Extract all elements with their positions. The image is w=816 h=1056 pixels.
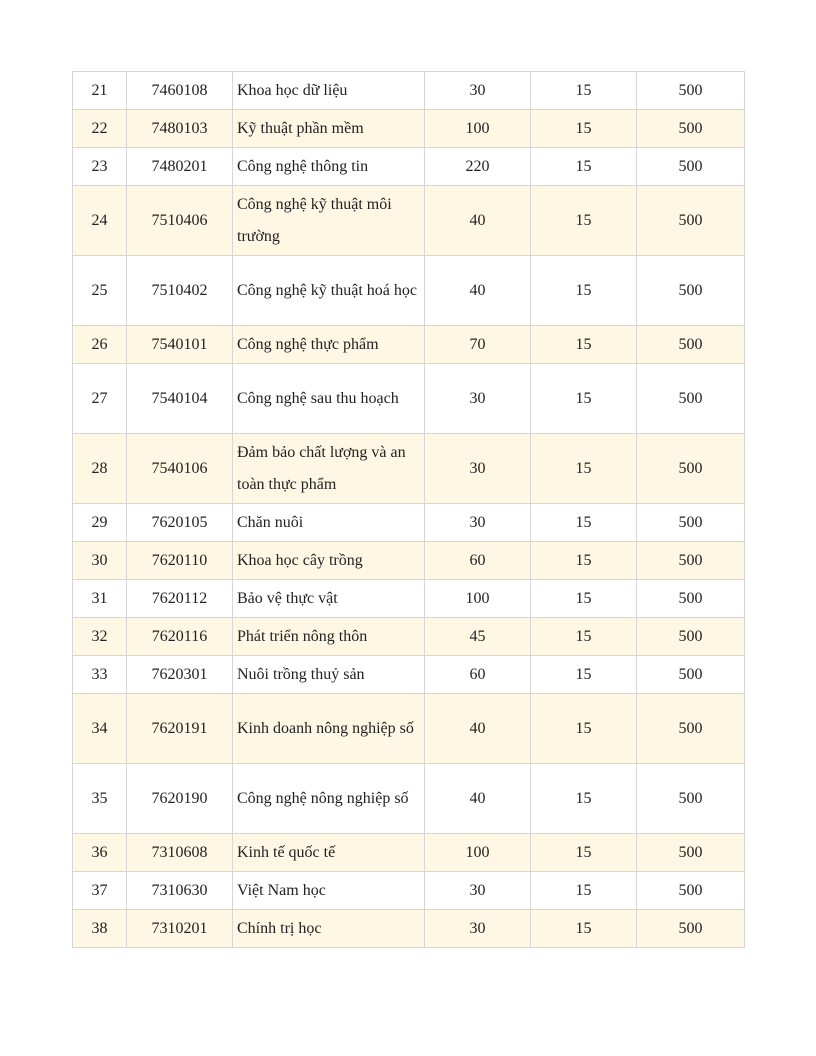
- quota-cell: 30: [425, 872, 531, 910]
- table-row: [73, 504, 745, 542]
- min-score-cell: 15: [531, 110, 637, 148]
- quota-cell: 220: [425, 148, 531, 186]
- min-score-cell: 15: [531, 504, 637, 542]
- major-name-cell: Công nghệ sau thu hoạch: [233, 364, 425, 434]
- table-row: [73, 656, 745, 694]
- major-code-cell: 7480103: [127, 110, 233, 148]
- major-name-cell: Khoa học dữ liệu: [233, 72, 425, 110]
- fee-cell: 500: [637, 834, 745, 872]
- major-code-cell: 7510402: [127, 256, 233, 326]
- min-score-cell: 15: [531, 618, 637, 656]
- table-row: [73, 580, 745, 618]
- major-name-cell: Nuôi trồng thuỷ sản: [233, 656, 425, 694]
- major-code-cell: 7620112: [127, 580, 233, 618]
- fee-cell: 500: [637, 694, 745, 764]
- quota-cell: 40: [425, 186, 531, 256]
- major-code-cell: 7540101: [127, 326, 233, 364]
- min-score-cell: 15: [531, 764, 637, 834]
- majors-table: [72, 71, 745, 948]
- table-row: [73, 910, 745, 948]
- major-name-cell: Đảm bảo chất lượng và an toàn thực phẩm: [233, 434, 425, 504]
- major-name-cell: Chăn nuôi: [233, 504, 425, 542]
- quota-cell: 60: [425, 656, 531, 694]
- fee-cell: 500: [637, 326, 745, 364]
- major-code-cell: 7480201: [127, 148, 233, 186]
- major-code-cell: 7460108: [127, 72, 233, 110]
- major-name-cell: Công nghệ nông nghiệp số: [233, 764, 425, 834]
- min-score-cell: 15: [531, 580, 637, 618]
- row-number-cell: 35: [73, 764, 127, 834]
- major-name-cell: Bảo vệ thực vật: [233, 580, 425, 618]
- min-score-cell: 15: [531, 326, 637, 364]
- major-code-cell: 7620110: [127, 542, 233, 580]
- row-number-cell: 37: [73, 872, 127, 910]
- major-name-cell: Kinh doanh nông nghiệp số: [233, 694, 425, 764]
- major-name-cell: Việt Nam học: [233, 872, 425, 910]
- fee-cell: 500: [637, 256, 745, 326]
- row-number-cell: 22: [73, 110, 127, 148]
- quota-cell: 70: [425, 326, 531, 364]
- major-code-cell: 7620301: [127, 656, 233, 694]
- table-row: [73, 618, 745, 656]
- major-code-cell: 7620190: [127, 764, 233, 834]
- fee-cell: 500: [637, 764, 745, 834]
- table-row: [73, 110, 745, 148]
- fee-cell: 500: [637, 580, 745, 618]
- row-number-cell: 34: [73, 694, 127, 764]
- row-number-cell: 21: [73, 72, 127, 110]
- min-score-cell: 15: [531, 656, 637, 694]
- table-row: [73, 72, 745, 110]
- major-code-cell: 7310630: [127, 872, 233, 910]
- major-name-cell: Kinh tế quốc tế: [233, 834, 425, 872]
- table-row: [73, 256, 745, 326]
- min-score-cell: 15: [531, 186, 637, 256]
- row-number-cell: 28: [73, 434, 127, 504]
- row-number-cell: 31: [73, 580, 127, 618]
- quota-cell: 45: [425, 618, 531, 656]
- row-number-cell: 24: [73, 186, 127, 256]
- fee-cell: 500: [637, 656, 745, 694]
- table-row: [73, 326, 745, 364]
- table-row: [73, 872, 745, 910]
- fee-cell: 500: [637, 872, 745, 910]
- quota-cell: 60: [425, 542, 531, 580]
- major-code-cell: 7540106: [127, 434, 233, 504]
- table-row: [73, 434, 745, 504]
- min-score-cell: 15: [531, 434, 637, 504]
- fee-cell: 500: [637, 186, 745, 256]
- quota-cell: 100: [425, 110, 531, 148]
- row-number-cell: 36: [73, 834, 127, 872]
- major-name-cell: Công nghệ thông tin: [233, 148, 425, 186]
- fee-cell: 500: [637, 618, 745, 656]
- quota-cell: 100: [425, 834, 531, 872]
- row-number-cell: 32: [73, 618, 127, 656]
- table-row: [73, 764, 745, 834]
- fee-cell: 500: [637, 434, 745, 504]
- major-name-cell: Kỹ thuật phần mềm: [233, 110, 425, 148]
- quota-cell: 30: [425, 434, 531, 504]
- major-code-cell: 7620191: [127, 694, 233, 764]
- row-number-cell: 33: [73, 656, 127, 694]
- fee-cell: 500: [637, 364, 745, 434]
- table-row: [73, 694, 745, 764]
- major-name-cell: Khoa học cây trồng: [233, 542, 425, 580]
- fee-cell: 500: [637, 72, 745, 110]
- row-number-cell: 29: [73, 504, 127, 542]
- quota-cell: 40: [425, 694, 531, 764]
- quota-cell: 40: [425, 764, 531, 834]
- min-score-cell: 15: [531, 148, 637, 186]
- row-number-cell: 26: [73, 326, 127, 364]
- major-code-cell: 7510406: [127, 186, 233, 256]
- major-name-cell: Công nghệ kỹ thuật môi trường: [233, 186, 425, 256]
- table-row: [73, 364, 745, 434]
- major-code-cell: 7620105: [127, 504, 233, 542]
- fee-cell: 500: [637, 542, 745, 580]
- row-number-cell: 30: [73, 542, 127, 580]
- major-code-cell: 7310201: [127, 910, 233, 948]
- major-code-cell: 7620116: [127, 618, 233, 656]
- min-score-cell: 15: [531, 364, 637, 434]
- fee-cell: 500: [637, 110, 745, 148]
- fee-cell: 500: [637, 504, 745, 542]
- quota-cell: 100: [425, 580, 531, 618]
- min-score-cell: 15: [531, 72, 637, 110]
- major-name-cell: Công nghệ kỹ thuật hoá học: [233, 256, 425, 326]
- major-name-cell: Chính trị học: [233, 910, 425, 948]
- quota-cell: 30: [425, 364, 531, 434]
- table-row: [73, 186, 745, 256]
- major-name-cell: Phát triển nông thôn: [233, 618, 425, 656]
- table-body: [73, 72, 745, 948]
- quota-cell: 30: [425, 72, 531, 110]
- quota-cell: 30: [425, 504, 531, 542]
- table-row: [73, 148, 745, 186]
- min-score-cell: 15: [531, 694, 637, 764]
- quota-cell: 40: [425, 256, 531, 326]
- min-score-cell: 15: [531, 542, 637, 580]
- row-number-cell: 27: [73, 364, 127, 434]
- min-score-cell: 15: [531, 872, 637, 910]
- fee-cell: 500: [637, 148, 745, 186]
- major-name-cell: Công nghệ thực phẩm: [233, 326, 425, 364]
- table-row: [73, 542, 745, 580]
- row-number-cell: 23: [73, 148, 127, 186]
- row-number-cell: 25: [73, 256, 127, 326]
- table-row: [73, 834, 745, 872]
- min-score-cell: 15: [531, 834, 637, 872]
- major-code-cell: 7310608: [127, 834, 233, 872]
- major-code-cell: 7540104: [127, 364, 233, 434]
- row-number-cell: 38: [73, 910, 127, 948]
- min-score-cell: 15: [531, 256, 637, 326]
- min-score-cell: 15: [531, 910, 637, 948]
- quota-cell: 30: [425, 910, 531, 948]
- fee-cell: 500: [637, 910, 745, 948]
